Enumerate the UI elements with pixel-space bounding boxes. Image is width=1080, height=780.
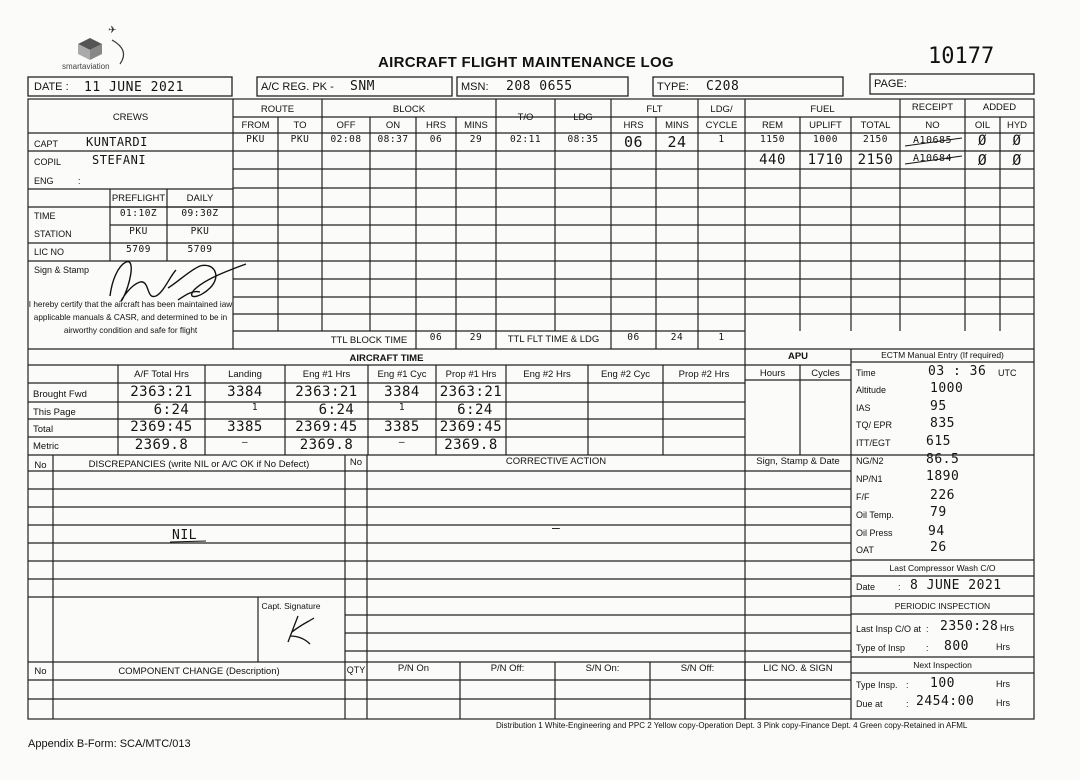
at-metric-landing: —	[241, 437, 249, 448]
route-header: ROUTE	[260, 104, 295, 115]
last-insp-label: Last Insp C/O at	[856, 624, 922, 634]
ectm-label-ias: IAS	[856, 403, 871, 413]
logo-mark	[78, 38, 102, 60]
form-number: Appendix B-Form: SCA/MTC/013	[28, 738, 191, 750]
next-type-value: 100	[930, 676, 955, 691]
flight-to: PKU	[290, 134, 310, 145]
capt-signature-label: Capt. Signature	[261, 601, 321, 611]
at-tp-af: 6:24	[153, 402, 190, 418]
disc-no-header: No	[34, 460, 47, 471]
due-label: Due at	[856, 699, 883, 709]
receipt-header: RECEIPT	[911, 102, 954, 113]
ttl-block-hrs: 06	[429, 332, 443, 343]
type-insp-colon: :	[926, 643, 929, 653]
comp-no-header: No	[34, 666, 47, 677]
at-metric-prop1-hrs: 2369.8	[444, 437, 498, 453]
time-label: TIME	[34, 211, 56, 221]
crews-header: CREWS	[112, 112, 149, 123]
ectm-value-tq: 835	[930, 416, 955, 431]
copil-label: COPIL	[34, 157, 62, 167]
ectm-label-ff: F/F	[856, 492, 870, 502]
last-insp-unit: Hrs	[1000, 623, 1014, 633]
oil-header: OIL	[974, 120, 991, 131]
daily-lic: 5709	[187, 244, 213, 255]
preflight-time: 01:10Z	[119, 208, 158, 219]
receipt-no-2: A10684	[912, 153, 953, 164]
airworthy-certification: I hereby certify that the aircraft has been maintained iaw applicable manuals & CASR, and determined to be in airworthy condition and safe for flight	[28, 300, 233, 335]
next-insp-title: Next Inspection	[913, 660, 972, 670]
landing-time: 08:35	[567, 134, 599, 145]
at-header-eng1-cyc: Eng #1 Cyc	[377, 369, 427, 380]
at-tp-landing: 1	[251, 402, 259, 413]
ectm-value-oat: 26	[930, 540, 947, 555]
discrepancy-value: NIL	[172, 528, 197, 543]
at-metric-eng1-cyc: —	[398, 437, 406, 448]
at-row-label-metric: Metric	[33, 441, 59, 452]
ldg-cycle: 1	[718, 134, 725, 145]
brand-logo-text: smartaviation	[62, 62, 110, 71]
disc-title: DISCREPANCIES (write NIL or A/C OK if No Defect)	[88, 459, 310, 470]
ectm-value-ng: 86.5	[926, 452, 960, 467]
daily-time: 09:30Z	[181, 208, 219, 219]
due-unit: Hrs	[996, 698, 1010, 708]
at-bf-eng1-cyc: 3384	[384, 384, 420, 400]
at-row-label-total: Total	[33, 424, 54, 435]
aircraft-time-title: AIRCRAFT TIME	[349, 353, 424, 364]
type-insp-value: 800	[944, 639, 969, 654]
ectm-value-ff: 226	[930, 488, 955, 503]
apu-hours: Hours	[759, 368, 786, 379]
flt-mins: 24	[667, 133, 687, 151]
distribution-note: Distribution 1 White-Engineering and PPC 2 Yellow copy-Operation Dept. 3 Pink copy-Finance Dept. 4 Green copy-Retained in AFML	[496, 721, 968, 730]
next-type-unit: Hrs	[996, 679, 1010, 689]
eng-label: ENG	[34, 176, 54, 186]
fuel-rem-1: 1150	[760, 134, 785, 145]
last-insp-value: 2350:28	[940, 619, 999, 634]
uplift-header: UPLIFT	[809, 120, 842, 131]
ectm-label-oil-temp: Oil Temp.	[856, 510, 894, 520]
block-on: 08:37	[377, 134, 409, 145]
hyd-added-2: Ø	[1012, 151, 1022, 169]
ectm-label-oat: OAT	[856, 545, 874, 555]
takeoff-time: 02:11	[509, 134, 542, 145]
fuel-total-2: 2150	[857, 152, 894, 168]
capt-signature-mark	[288, 616, 314, 644]
ectm-value-time: 03 : 36	[928, 364, 987, 379]
type-value: C208	[706, 79, 740, 94]
ectm-label-ng: NG/N2	[856, 456, 884, 466]
comp-lic-header: LIC NO. & SIGN	[763, 663, 833, 674]
flt-hrs: 06	[623, 133, 644, 151]
fuel-rem-2: 440	[759, 152, 786, 168]
block-hrs: 06	[429, 134, 443, 145]
at-bf-af: 2363:21	[130, 384, 193, 400]
eng-colon: :	[78, 176, 81, 186]
at-row-label-brought-fwd: Brought Fwd	[33, 389, 87, 400]
page-title: AIRCRAFT FLIGHT MAINTENANCE LOG	[378, 54, 674, 71]
date-label: DATE :	[34, 81, 69, 93]
last-insp-colon: :	[926, 624, 929, 634]
type-insp-label: Type of Insp	[856, 643, 906, 653]
ectm-label-tq: TQ/ EPR	[856, 420, 893, 430]
at-header-eng1-hrs: Eng #1 Hrs	[302, 369, 351, 380]
ldg-cycle-header-2: CYCLE	[705, 120, 738, 131]
ectm-label-time: Time	[856, 368, 876, 378]
date-value: 11 JUNE 2021	[84, 80, 184, 95]
reg-value: SNM	[350, 79, 375, 94]
ectm-label-altitude: Altitude	[856, 385, 887, 395]
corrective-title: CORRECTIVE ACTION	[505, 456, 607, 467]
preflight-header: PREFLIGHT	[111, 193, 166, 204]
corrective-value: —	[552, 521, 561, 536]
preflight-lic: 5709	[126, 244, 151, 255]
fuel-uplift-2: 1710	[807, 152, 844, 168]
ttl-ldg: 1	[718, 332, 725, 343]
fuel-total-1: 2150	[863, 134, 888, 145]
fuel-header: FUEL	[810, 104, 835, 115]
ectm-value-itt: 615	[926, 434, 951, 449]
flt-hrs-header: HRS	[623, 120, 644, 131]
block-header: BLOCK	[392, 104, 426, 115]
wash-date-label: Date	[856, 582, 876, 592]
comp-qty-header: QTY	[346, 665, 366, 675]
at-header-eng2-hrs: Eng #2 Hrs	[523, 369, 571, 380]
serial-number: 10177	[928, 44, 995, 69]
at-total-eng1-cyc: 3385	[384, 419, 420, 435]
to-header: TO	[293, 120, 307, 131]
at-header-prop1-hrs: Prop #1 Hrs	[445, 369, 497, 380]
flight-from: PKU	[246, 134, 265, 145]
capt-label: CAPT	[34, 139, 59, 149]
ldg-cycle-header-1: LDG/	[710, 104, 733, 115]
takeoff-header: T/O	[517, 112, 534, 123]
capt-name: KUNTARDI	[86, 135, 148, 149]
type-label: TYPE:	[657, 81, 689, 93]
wash-date-colon: :	[898, 582, 901, 592]
comp-sn-on-header: S/N On:	[585, 663, 620, 674]
block-mins: 29	[469, 134, 483, 145]
at-header-prop2-hrs: Prop #2 Hrs	[678, 369, 730, 380]
msn-label: MSN:	[461, 81, 489, 93]
svg-text:✈: ✈	[108, 25, 117, 36]
at-tp-eng1-cyc: 1	[398, 402, 406, 413]
comp-sn-off-header: S/N Off:	[680, 663, 715, 674]
ttl-flt-mins: 24	[670, 332, 684, 343]
receipt-no-1: A10685	[912, 135, 953, 146]
total-header: TOTAL	[860, 120, 891, 131]
flt-mins-header: MINS	[665, 120, 689, 131]
lic-label: LIC NO	[34, 247, 65, 257]
at-tp-eng1-hrs: 6:24	[318, 402, 355, 418]
comp-pn-off-header: P/N Off:	[490, 663, 525, 674]
corr-no-header: No	[349, 457, 363, 468]
at-bf-eng1-hrs: 2363:21	[295, 384, 358, 400]
at-total-landing: 3385	[227, 419, 263, 435]
block-off: 02:08	[330, 134, 362, 145]
wash-title: Last Compressor Wash C/O	[889, 563, 996, 573]
mins-header: MINS	[464, 120, 488, 131]
hyd-header: HYD	[1006, 120, 1028, 131]
daily-station: PKU	[190, 226, 210, 237]
hyd-added-1: Ø	[1012, 133, 1022, 149]
at-metric-af: 2369.8	[134, 437, 189, 453]
off-header: OFF	[336, 120, 356, 131]
page-label: PAGE:	[874, 78, 907, 90]
ectm-label-oil-press: Oil Press	[856, 528, 893, 538]
ectm-label-itt: ITT/EGT	[856, 438, 891, 448]
at-header-landing: Landing	[228, 369, 262, 380]
at-total-prop1-hrs: 2369:45	[439, 419, 503, 435]
at-row-label-this-page: This Page	[33, 407, 76, 418]
rem-header: REM	[761, 120, 784, 131]
sign-stamp-date: Sign, Stamp & Date	[756, 456, 840, 467]
ttl-block-label: TTL BLOCK TIME	[330, 335, 408, 346]
msn-value: 208 0655	[506, 79, 573, 94]
at-bf-prop1-hrs: 2363:21	[439, 384, 503, 400]
ectm-value-oil-temp: 79	[930, 505, 947, 520]
ldg-header: LDG	[573, 112, 593, 123]
ttl-flt-label: TTL FLT TIME & LDG	[507, 334, 600, 345]
due-value: 2454:00	[916, 694, 975, 709]
comp-title: COMPONENT CHANGE (Description)	[118, 666, 280, 677]
fuel-uplift-1: 1000	[813, 134, 838, 145]
wash-date-value: 8 JUNE 2021	[910, 578, 1002, 593]
daily-header: DAILY	[186, 193, 214, 204]
sign-stamp-label: Sign & Stamp	[34, 265, 90, 275]
type-insp-unit: Hrs	[996, 642, 1010, 652]
at-bf-landing: 3384	[227, 384, 263, 400]
at-header-af-total: A/F Total Hrs	[134, 369, 189, 380]
apu-title: APU	[787, 351, 809, 362]
at-total-eng1-hrs: 2369:45	[295, 419, 358, 435]
oil-added-1: Ø	[978, 133, 987, 149]
ectm-value-ias: 95	[930, 399, 947, 414]
copil-name: STEFANI	[92, 153, 147, 167]
reg-label: A/C REG. PK -	[261, 81, 334, 93]
crew-signatures	[110, 262, 246, 302]
next-type-label: Type Insp.	[856, 680, 898, 690]
flt-header: FLT	[646, 104, 663, 115]
comp-pn-on-header: P/N On	[397, 663, 430, 674]
ectm-value-altitude: 1000	[930, 381, 964, 396]
on-header: ON	[385, 120, 401, 131]
from-header: FROM	[241, 120, 270, 131]
receipt-no-header: NO	[925, 120, 940, 131]
at-total-af: 2369:45	[130, 419, 193, 435]
ttl-flt-hrs: 06	[627, 332, 640, 343]
at-tp-prop1-hrs: 6:24	[457, 402, 493, 418]
added-header: ADDED	[982, 102, 1017, 113]
apu-cycles: Cycles	[811, 368, 840, 379]
ectm-title: ECTM Manual Entry (If required)	[881, 350, 1004, 360]
at-metric-eng1-hrs: 2369.8	[299, 437, 354, 453]
ectm-value-oil-press: 94	[928, 524, 945, 539]
ectm-value-np: 1890	[926, 469, 960, 484]
next-type-colon: :	[906, 680, 909, 690]
ectm-unit-time: UTC	[998, 368, 1017, 378]
station-label: STATION	[34, 229, 72, 239]
periodic-title: PERIODIC INSPECTION	[894, 601, 991, 611]
oil-added-2: Ø	[977, 151, 988, 169]
due-colon: :	[906, 699, 909, 709]
ttl-block-mins: 29	[469, 332, 483, 343]
preflight-station: PKU	[129, 226, 148, 237]
at-header-eng2-cyc: Eng #2 Cyc	[600, 369, 651, 380]
hrs-header: HRS	[425, 120, 447, 131]
ectm-label-np: NP/N1	[856, 474, 883, 484]
